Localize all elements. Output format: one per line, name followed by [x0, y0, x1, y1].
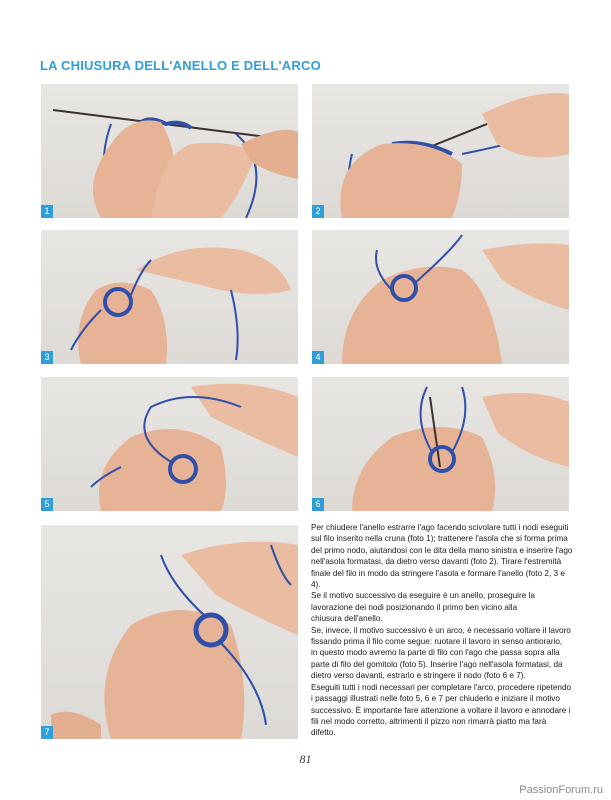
text-line: successivo. È importante fare attenzione a voltare il lavoro e annodare i [311, 705, 571, 715]
photo-number: 6 [312, 498, 324, 511]
photo-7 [41, 525, 298, 739]
photo-4 [312, 230, 569, 364]
text-line: Se il motivo successivo da eseguire è un anello, proseguire la [311, 591, 535, 601]
photo-number: 3 [41, 351, 53, 364]
photo-1 [41, 84, 298, 218]
text-line: Se, invece, il motivo successivo è un arco, è necessario voltare il lavoro [311, 625, 571, 635]
photo-number: 5 [41, 498, 53, 511]
photo-number: 7 [41, 726, 53, 739]
photo-7-illustration [41, 525, 298, 739]
photo-number: 2 [312, 205, 324, 218]
photo-number: 1 [41, 205, 53, 218]
text-line: dietro verso davanti, estrarlo e stringere il nodo (foto 6 e 7). [311, 671, 526, 681]
photo-number: 4 [312, 351, 324, 364]
photo-3-illustration [41, 230, 298, 364]
photo-2 [312, 84, 569, 218]
text-line: lavorazione dei nodi posizionando il primo ben vicino alla [311, 602, 518, 612]
text-line: in questo modo avremo la parte di filo con l'ago che passa sopra alla [311, 648, 560, 658]
text-line: i passaggi illustrati nelle foto 5, 6 e 7 per chiuderlo e iniziare il motivo [311, 694, 560, 704]
watermark: PassionForum.ru [519, 784, 603, 796]
page-title: LA CHIUSURA DELL'ANELLO E DELL'ARCO [40, 58, 321, 73]
instructions-text [311, 522, 573, 739]
text-line: fili nel modo corretto, altrimenti il pizzo non rimarrà piatto ma farà difetto. [311, 716, 547, 738]
photo-6 [312, 377, 569, 511]
photo-3 [41, 230, 298, 364]
text-line: Eseguiti tutti i nodi necessari per completare l'arco, procedere ripetendo [311, 682, 572, 692]
photo-6-illustration [312, 377, 569, 511]
photo-5 [41, 377, 298, 511]
photo-5-illustration [41, 377, 298, 511]
text-line: finale del filo in modo da stringere l'asola e formare l'anello (foto 2, 3 e 4). [311, 568, 565, 590]
photo-2-illustration [312, 84, 569, 218]
text-line: sul filo inserito nella cruna (foto 1); trattenere l'asola che si forma prima [311, 534, 568, 544]
photo-4-illustration [312, 230, 569, 364]
page-number: 81 [299, 752, 312, 766]
text-line: parte di filo del gomitolo (foto 5). Inserire l'ago nell'asola formatasi, da [311, 659, 563, 669]
text-line: del primo nodo, aiutandosi con le dita della mano sinistra e inserire l'ago [311, 545, 573, 555]
photo-1-illustration [41, 84, 298, 218]
text-line: Per chiudere l'anello estrarre l'ago facendo scivolare tutti i nodi eseguiti [311, 523, 569, 532]
text-line: fissando prima il filo come segue: ruotare il lavoro in senso antiorario, [311, 637, 563, 647]
text-line: nell'asola formatasi, da dietro verso davanti (foto 2). Tirare l'estremità [311, 557, 562, 567]
text-line: chiusura dell'anello. [311, 614, 383, 624]
